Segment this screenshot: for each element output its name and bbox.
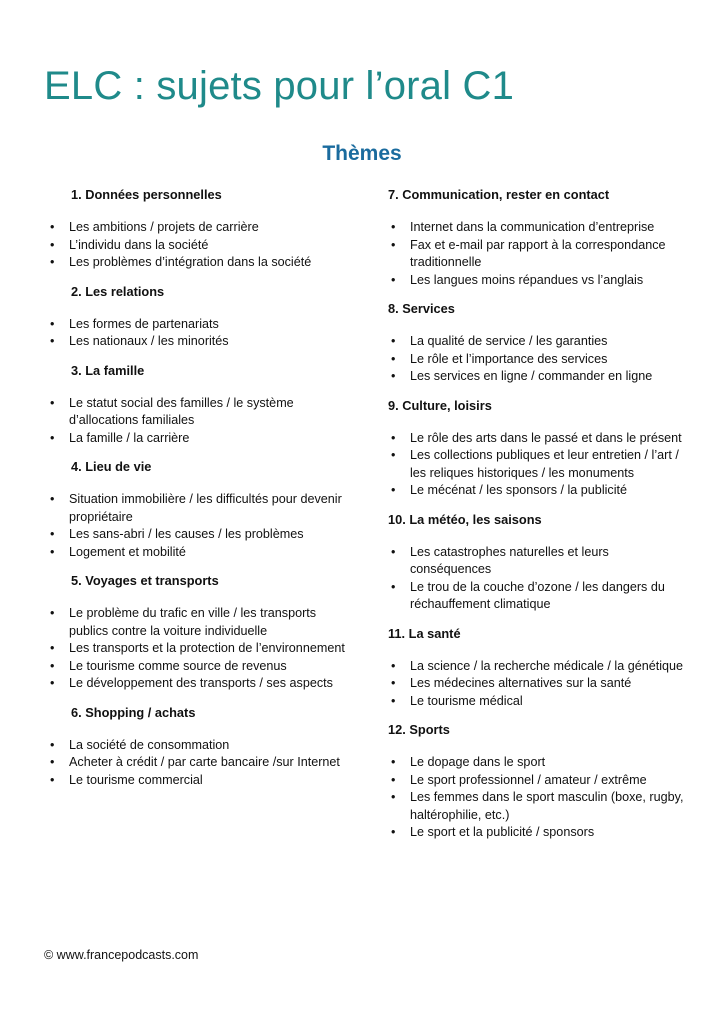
- topic-list: [47, 316, 347, 351]
- list-item: • Le développement des transports / ses aspects: [47, 675, 347, 693]
- topic-list: [47, 737, 347, 790]
- topic-list: [47, 491, 347, 561]
- section-heading: 3. La famille: [71, 362, 145, 378]
- list-item: • Le tourisme commercial: [47, 772, 347, 790]
- list-item: • Les femmes dans le sport masculin (boxe, rugby, haltérophilie, etc.): [388, 789, 688, 824]
- list-item: • Internet dans la communication d’entreprise: [388, 219, 688, 237]
- list-item: • Les langues moins répandues vs l’anglais: [388, 272, 688, 290]
- section-heading: 11. La santé: [388, 625, 461, 641]
- page-title: ELC : sujets pour l’oral C1: [44, 64, 515, 108]
- list-item: • Le problème du trafic en ville / les transports publics contre la voiture individuelle: [47, 605, 347, 640]
- list-item: • Le trou de la couche d’ozone / les dangers du réchauffement climatique: [388, 579, 688, 614]
- list-item: • La science / la recherche médicale / la génétique: [388, 658, 688, 676]
- list-item: • Les ambitions / projets de carrière: [47, 219, 347, 237]
- list-item: • Les formes de partenariats: [47, 316, 347, 334]
- list-item: • Les sans-abri / les causes / les problèmes: [47, 526, 347, 544]
- section-heading: 7. Communication, rester en contact: [388, 187, 610, 202]
- footer-copyright: © www.francepodcasts.com: [44, 948, 199, 962]
- section-heading: 6. Shopping / achats: [71, 704, 196, 720]
- section-heading: 10. La météo, les saisons: [388, 511, 542, 527]
- topic-section: [47, 458, 347, 561]
- list-item: • Situation immobilière / les difficultés pour devenir propriétaire: [47, 491, 347, 526]
- list-item: • Le rôle et l’importance des services: [388, 351, 688, 369]
- topic-section: [388, 721, 688, 842]
- topic-list: [47, 219, 347, 272]
- list-item: • La société de consommation: [47, 737, 347, 755]
- section-heading: 9. Culture, loisirs: [388, 397, 492, 413]
- list-item: • Fax et e-mail par rapport à la correspondance traditionnelle: [388, 237, 688, 272]
- list-item: • Les catastrophes naturelles et leurs conséquences: [388, 544, 688, 579]
- list-item: • Les médecines alternatives sur la santé: [388, 675, 688, 693]
- list-item: • Le rôle des arts dans le passé et dans le présent: [388, 430, 688, 448]
- topic-list: [388, 333, 688, 386]
- section-heading: 1. Données personnelles: [71, 187, 222, 202]
- list-item: • Les collections publiques et leur entretien / l’art / les reliques historiques / les monuments: [388, 447, 688, 482]
- topic-section: [47, 186, 347, 272]
- topic-section: [47, 283, 347, 351]
- list-item: • La qualité de service / les garanties: [388, 333, 688, 351]
- topic-section: [388, 511, 688, 614]
- list-item: • L’individu dans la société: [47, 237, 347, 255]
- list-item: • Les nationaux / les minorités: [47, 333, 347, 351]
- section-heading: 12. Sports: [388, 722, 450, 737]
- list-item: • Le statut social des familles / le système d’allocations familiales: [47, 395, 347, 430]
- topic-section: [388, 186, 688, 289]
- list-item: • Les problèmes d’intégration dans la société: [47, 254, 347, 272]
- topic-section: [388, 625, 688, 711]
- list-item: • Le sport et la publicité / sponsors: [388, 824, 688, 842]
- list-item: • Le mécénat / les sponsors / la publicité: [388, 482, 688, 500]
- list-item: • Les transports et la protection de l’environnement: [47, 640, 347, 658]
- list-item: • Acheter à crédit / par carte bancaire /sur Internet: [47, 754, 347, 772]
- list-item: • Le sport professionnel / amateur / extrême: [388, 772, 688, 790]
- list-item: • Le tourisme médical: [388, 693, 688, 711]
- section-heading: 8. Services: [388, 301, 455, 316]
- topic-list: [47, 605, 347, 693]
- section-heading: 4. Lieu de vie: [71, 459, 152, 474]
- topic-section: [388, 397, 688, 500]
- list-item: • Le tourisme comme source de revenus: [47, 658, 347, 676]
- topic-section: [388, 300, 688, 386]
- section-heading: 5. Voyages et transports: [71, 573, 219, 588]
- topic-list: [388, 430, 688, 500]
- list-item: • Le dopage dans le sport: [388, 754, 688, 772]
- list-item: • La famille / la carrière: [47, 430, 347, 448]
- section-heading: 2. Les relations: [71, 283, 165, 299]
- list-item: • Les services en ligne / commander en ligne: [388, 368, 688, 386]
- topic-section: [47, 704, 347, 790]
- list-item: • Logement et mobilité: [47, 544, 347, 562]
- topic-list: [47, 395, 347, 448]
- topic-section: [47, 572, 347, 693]
- topic-section: [47, 362, 347, 448]
- topic-list: [388, 544, 688, 614]
- right-column: [388, 186, 688, 853]
- topic-list: [388, 658, 688, 711]
- left-column: [47, 186, 347, 800]
- topic-list: [388, 754, 688, 842]
- topic-list: [388, 219, 688, 289]
- page-subtitle: Thèmes: [322, 142, 402, 165]
